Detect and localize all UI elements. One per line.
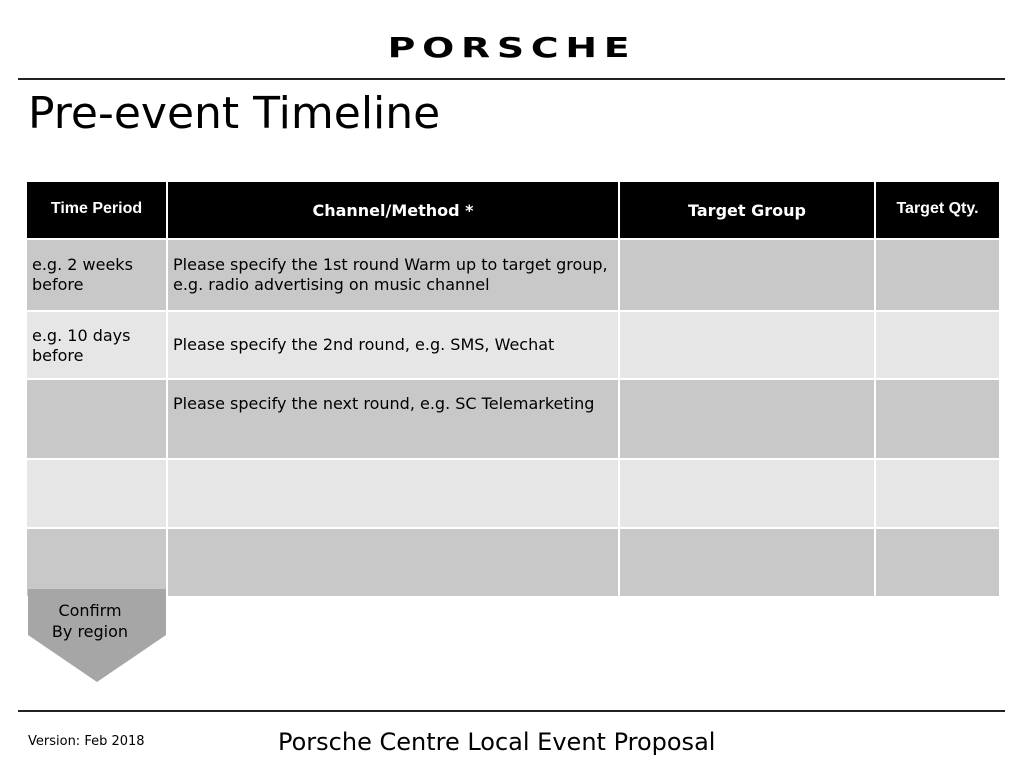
table-cell xyxy=(876,380,999,458)
table-cell: Please specify the 1st round Warm up to target group, e.g. radio advertising on music channel xyxy=(168,240,618,310)
column-header-target-group: Target Group xyxy=(620,182,874,238)
table-cell xyxy=(27,380,166,458)
page-title: Pre-event Timeline xyxy=(28,88,441,139)
callout-line-1: Confirm xyxy=(58,601,122,620)
table-cell xyxy=(620,312,874,378)
column-header-channel-method: Channel/Method * xyxy=(168,182,618,238)
column-header-target-qty: Target Qty. xyxy=(876,182,999,238)
confirm-callout-text xyxy=(28,600,152,642)
footer-divider xyxy=(18,710,1005,712)
porsche-logo: PORSCHE xyxy=(387,31,637,64)
callout-line-2: By region xyxy=(51,622,129,641)
version-label: Version: Feb 2018 xyxy=(28,734,145,749)
column-header-time-period: Time Period xyxy=(27,182,166,238)
table-cell xyxy=(27,460,166,527)
table-cell xyxy=(876,240,999,310)
header-divider xyxy=(18,78,1005,80)
table-cell xyxy=(620,529,874,596)
table-cell xyxy=(27,529,166,596)
table-cell xyxy=(168,529,618,596)
table-cell: Please specify the next round, e.g. SC Telemarketing xyxy=(168,380,618,458)
table-cell xyxy=(620,460,874,527)
table-cell xyxy=(168,460,618,527)
table-cell xyxy=(876,312,999,378)
table-cell: e.g. 2 weeks before xyxy=(27,240,166,310)
table-cell xyxy=(620,380,874,458)
timeline-table xyxy=(27,182,997,596)
table-cell xyxy=(876,529,999,596)
table-cell: e.g. 10 days before xyxy=(27,312,166,378)
table-cell xyxy=(876,460,999,527)
footer-title: Porsche Centre Local Event Proposal xyxy=(278,728,716,756)
table-cell: Please specify the 2nd round, e.g. SMS, Wechat xyxy=(168,312,618,378)
table-cell xyxy=(620,240,874,310)
